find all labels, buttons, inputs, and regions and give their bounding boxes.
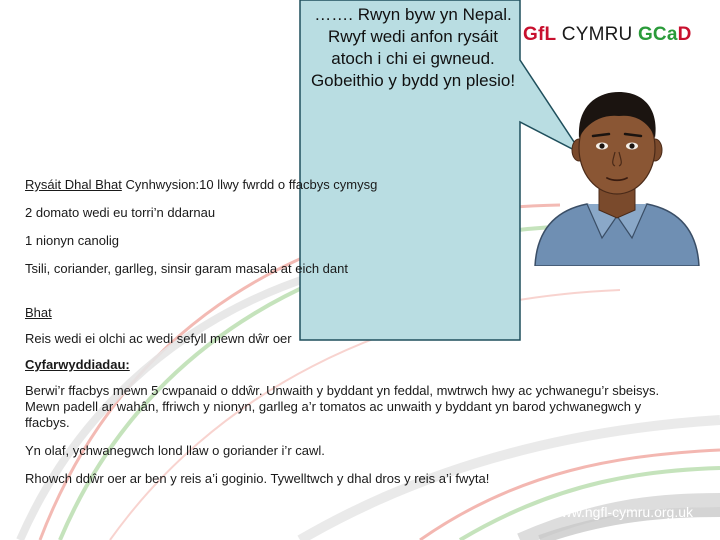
recipe-title: Rysáit Dhal Bhat bbox=[25, 177, 122, 192]
logo-gf: Gf bbox=[523, 24, 545, 45]
ingredient-item: Tsili, coriander, garlleg, sinsir garam masala at eich dant bbox=[25, 261, 348, 276]
instruction-step: Rhowch ddŵr oer ar ben y reis a’i goginio. Tywelltwch y dhal dros y reis a’i fwyta! bbox=[25, 471, 490, 486]
ingredients-intro: Cynhwysion:10 llwy fwrdd o ffacbys cymysg bbox=[125, 177, 378, 192]
bhat-heading: Bhat bbox=[25, 305, 52, 320]
ingredient-item: 1 nionyn canolig bbox=[25, 233, 119, 248]
logo-cymru: CYMRU bbox=[556, 24, 638, 45]
instruction-step: Berwi’r ffacbys mewn 5 cwpanaid o ddŵr. Unwaith y byddant yn feddal, mwtrwch hwy ac ychwanegu’r sbeisys. Mewn padell ar wahân, ffriwch y nionyn, garlleg a’r tomatos ac unwaith y byddant yn barod ychwanegwch y ffacbys. bbox=[25, 383, 660, 430]
logo-gca: GCa bbox=[637, 24, 678, 45]
instruction-step: Yn olaf, ychwanegwch lond llaw o goriander i’r cawl. bbox=[25, 443, 325, 458]
logo-l: L bbox=[544, 24, 557, 45]
ingredient-item: 2 domato wedi eu torri’n ddarnau bbox=[25, 205, 216, 220]
recipe-title-line bbox=[25, 177, 695, 193]
bhat-text: Reis wedi ei olchi ac wedi sefyll mewn dŵr oer bbox=[25, 331, 292, 346]
recipe-content bbox=[25, 177, 695, 487]
speech-bubble-text: ……. Rwyn byw yn Nepal. Rwyf wedi anfon rysáit atoch i chi ei gwneud. Gobeithio y bydd yn plesio! bbox=[310, 5, 516, 90]
instructions-heading: Cyfarwyddiadau: bbox=[25, 357, 130, 372]
website-link[interactable]: www.ngfl-cymru.org.uk bbox=[551, 504, 693, 520]
logo-d: D bbox=[677, 24, 692, 45]
